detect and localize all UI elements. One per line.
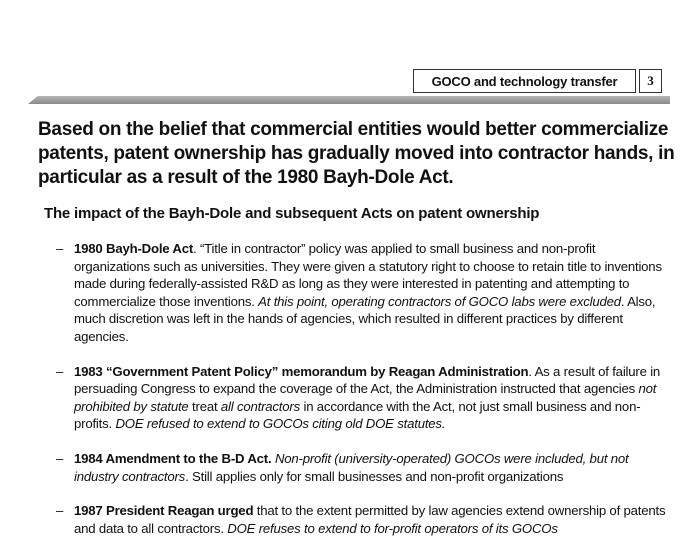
bullet-dash: – — [56, 363, 64, 379]
item-text: in accordance with the Act, not just small business and non-profits. — [74, 398, 641, 432]
item-heading: 1984 Amendment to the B-D Act. — [74, 450, 272, 466]
section-title-box — [413, 69, 636, 93]
list-item-1980 — [54, 240, 666, 346]
item-heading: 1987 President Reagan urged — [74, 503, 254, 519]
item-text: that to the extent permitted by law agencies extend ownership of patents and data to all contractors. — [74, 503, 666, 536]
list-item-1983 — [54, 363, 666, 433]
subtitle: The impact of the Bayh-Dole and subsequent Acts on patent ownership — [44, 205, 540, 222]
item-text: . Also, much discretion was left in the hands of agencies, which resulted in different practices by different agencies. — [74, 293, 656, 344]
header-rule — [28, 96, 670, 104]
item-emphasis: all contractors — [220, 398, 300, 414]
policy-list — [54, 240, 666, 554]
list-item-1984 — [54, 450, 666, 485]
list-item-1987 — [54, 502, 666, 537]
page-number-box — [639, 69, 662, 93]
headline: Based on the belief that commercial entities would better commercialize patents, patent ownership has gradually moved into contractor hands, in particular as a result of the 1980 Bayh-Dole Act. — [38, 119, 675, 188]
page-number: 3 — [647, 73, 654, 88]
section-title: GOCO and technology transfer — [431, 73, 618, 89]
item-emphasis: DOE refuses to extend to for-profit operators of its GOCOs — [227, 520, 558, 536]
item-text: treat — [188, 398, 221, 414]
bullet-dash: – — [56, 503, 64, 519]
item-heading: 1980 Bayh-Dole Act — [74, 241, 194, 256]
item-text: . As a result of failure in persuading Congress to expand the coverage of the Act, the Administration instructed that agencies — [74, 363, 661, 397]
bullet-dash: – — [56, 450, 64, 466]
item-emphasis: At this point, operating contractors of GOCO labs were excluded — [258, 293, 621, 309]
item-emphasis: DOE refused to extend to GOCOs citing old DOE statutes. — [115, 416, 446, 432]
item-text: . Still applies only for small businesses and non-profit organizations — [185, 468, 564, 484]
item-text: . “Title in contractor” policy was applied to small business and non-profit organizations such as universities. They were given a statutory right to choose to retain title to inventions made during federally-assisted R&D as long as they were interested in patenting and attempting to commercialize those inventions. — [74, 241, 662, 309]
item-emphasis: Non-profit (university-operated) GOCOs were included, but not industry contractors — [74, 450, 629, 484]
item-heading: 1983 “Government Patent Policy” memorandum by Reagan Administration — [74, 363, 529, 379]
bullet-dash: – — [56, 241, 64, 256]
item-emphasis: not prohibited by statute — [74, 381, 657, 414]
